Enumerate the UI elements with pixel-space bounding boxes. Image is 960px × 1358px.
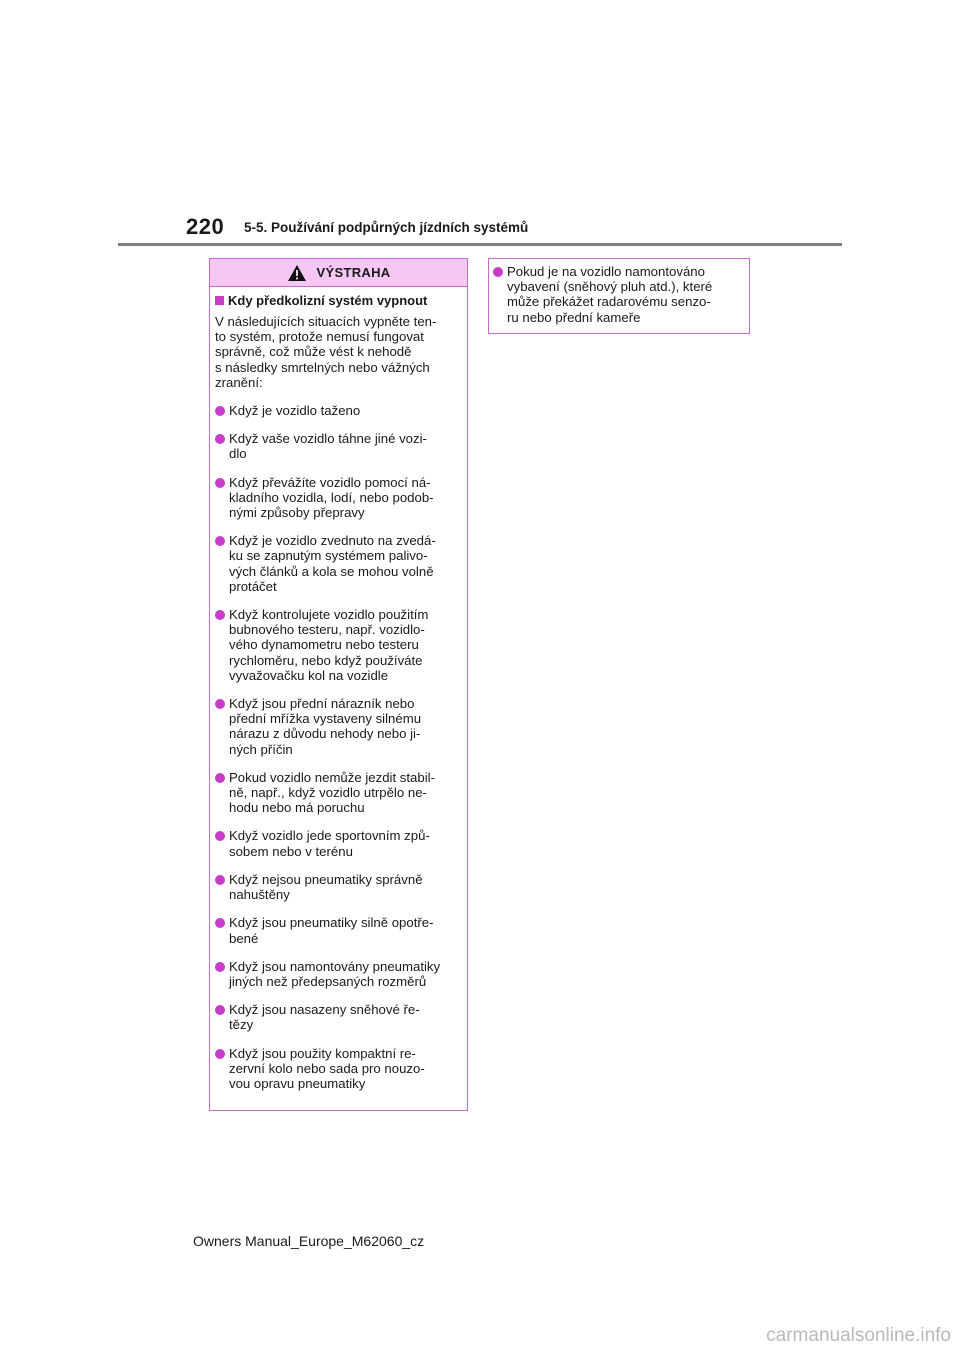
list-item	[215, 533, 459, 594]
page-number: 220	[186, 214, 225, 239]
list-item-text: Když vaše vozidlo táhne jiné vozi- dlo	[229, 431, 427, 462]
list-item-text: Pokud je na vozidlo namontováno vybavení (sněhový pluh atd.), které může překážet radarovému senzo- ru nebo přední kameře	[507, 264, 713, 325]
round-bullet-icon	[215, 406, 225, 416]
round-bullet-icon	[215, 918, 225, 928]
round-bullet-icon	[215, 1049, 225, 1059]
footer-manual-id: Owners Manual_Europe_M62060_cz	[193, 1233, 425, 1249]
list-item	[215, 1002, 459, 1032]
round-bullet-icon	[215, 434, 225, 444]
list-item	[215, 828, 459, 858]
warning-bullet-list	[215, 403, 459, 1091]
list-item	[493, 264, 743, 325]
list-item	[215, 431, 459, 461]
list-item	[215, 696, 459, 757]
list-item-text: Když vozidlo jede sportovním způ- sobem nebo v terénu	[229, 828, 430, 859]
watermark: carmanualsonline.info	[766, 1325, 951, 1346]
list-item-text: Když jsou přední nárazník nebo přední mřížka vystaveny silnému nárazu z důvodu nehody nebo ji- ných příčin	[229, 696, 422, 757]
round-bullet-icon	[215, 478, 225, 488]
list-item	[215, 607, 459, 683]
round-bullet-icon	[215, 831, 225, 841]
list-item	[215, 915, 459, 945]
round-bullet-icon	[215, 699, 225, 709]
square-bullet-icon	[215, 296, 224, 305]
round-bullet-icon	[215, 773, 225, 783]
list-item	[215, 1046, 459, 1092]
list-item-text: Když jsou pneumatiky silně opotře- bené	[229, 915, 434, 946]
warning-intro: V následujících situacích vypněte ten- to systém, protože nemusí fungovat správně, což může vést k nehodě s následky smrtelných nebo vážných zranění:	[215, 314, 437, 390]
round-bullet-icon	[493, 267, 503, 277]
warning-box	[209, 258, 468, 1111]
continuation-box	[488, 258, 750, 334]
warning-header	[210, 259, 467, 287]
list-item	[215, 475, 459, 521]
round-bullet-icon	[215, 1005, 225, 1015]
section-title: 5-5. Používání podpůrných jízdních systémů	[244, 220, 529, 235]
list-item-text: Když je vozidlo taženo	[229, 403, 361, 419]
warning-triangle-icon	[287, 264, 307, 282]
list-item-text: Když jsou použity kompaktní re- zervní kolo nebo sada pro nouzo- vou opravu pneumatiky	[229, 1045, 425, 1091]
warning-title: VÝSTRAHA	[316, 265, 391, 280]
list-item-text: Když nejsou pneumatiky správně nahuštěny	[229, 871, 423, 903]
list-item	[215, 872, 459, 902]
list-item-text: Pokud vozidlo nemůže jezdit stabil- ně, např., když vozidlo utrpělo ne- hodu nebo má poruchu	[229, 769, 435, 816]
round-bullet-icon	[215, 962, 225, 972]
continuation-bullet-list	[493, 264, 743, 325]
list-item-text: Když je vozidlo zvednuto na zvedá- ku se zapnutým systémem palivo- vých článků a kola se mohou volně protáčet	[229, 533, 436, 594]
list-item-text: Když jsou nasazeny sněhové ře- tězy	[229, 1002, 420, 1033]
warning-subheading-text: Kdy předkolizní systém vypnout	[228, 293, 428, 308]
list-item	[215, 403, 459, 418]
round-bullet-icon	[215, 610, 225, 620]
list-item-text: Když jsou namontovány pneumatiky jiných než předepsaných rozměrů	[229, 958, 441, 989]
header-rule	[118, 243, 842, 246]
list-item	[215, 770, 459, 816]
list-item-text: Když převážíte vozidlo pomocí ná- kladního vozidla, lodí, nebo podob- nými způsoby přepravy	[229, 474, 434, 521]
list-item-text: Když kontrolujete vozidlo použitím bubnového testeru, např. vozidlo- vého dynamometru nebo testeru rychloměru, nebo když používáte vyvažovačku kol na vozidle	[229, 607, 429, 683]
round-bullet-icon	[215, 875, 225, 885]
warning-body	[210, 287, 467, 1091]
warning-subheading	[215, 293, 459, 308]
round-bullet-icon	[215, 536, 225, 546]
list-item	[215, 959, 459, 989]
